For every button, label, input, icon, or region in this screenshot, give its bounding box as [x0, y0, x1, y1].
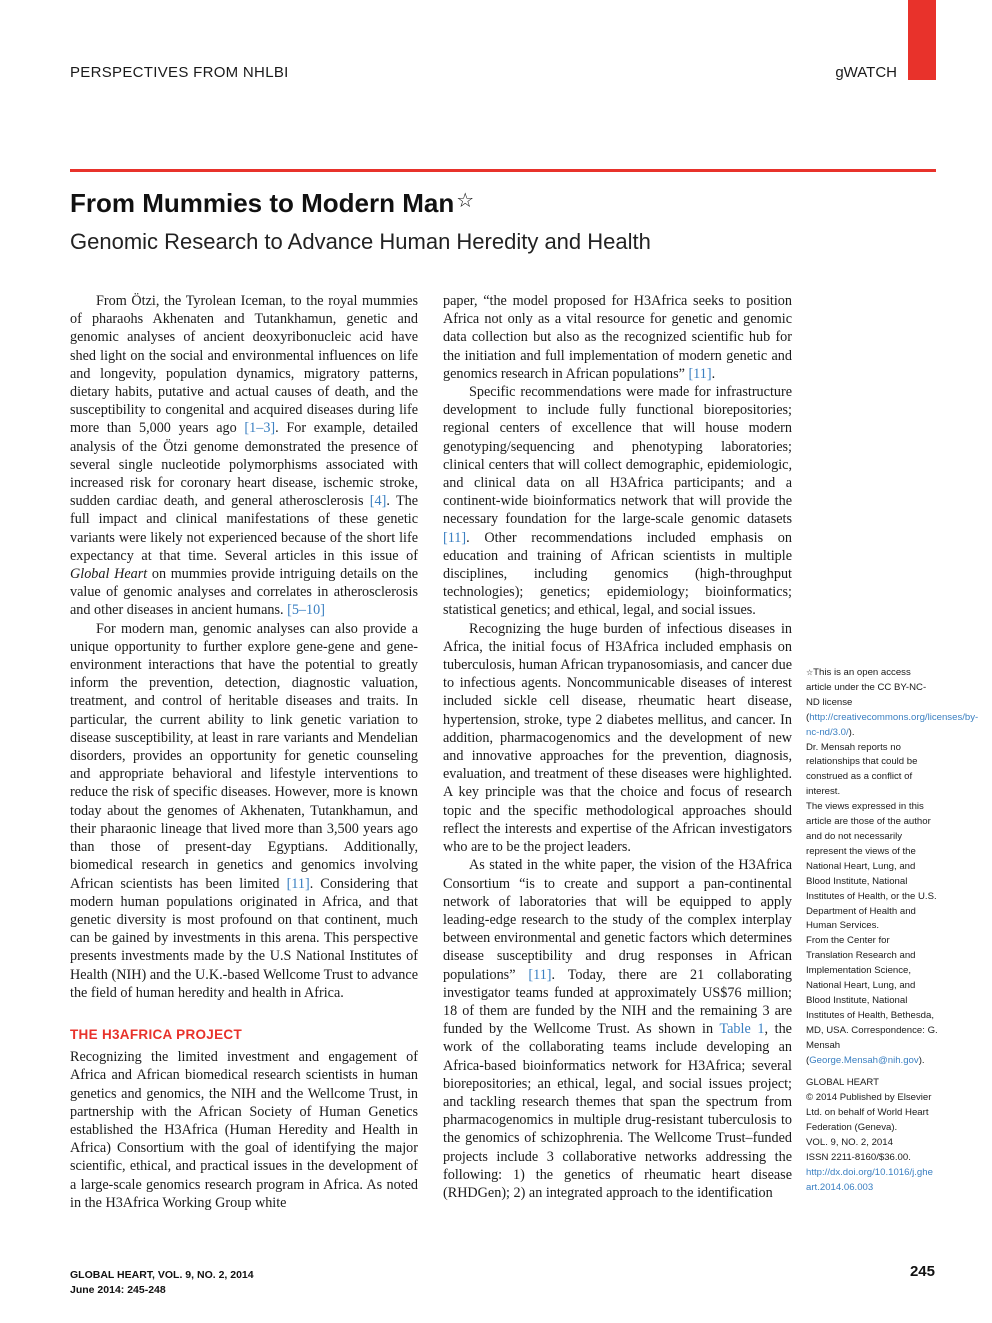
license-footnote-mark: ☆	[806, 668, 814, 677]
license-note: ☆This is an open access article under the CC BY-NC-ND license (http://creativecommons.org/licenses/by-nc-nd/3.0/).	[806, 667, 979, 738]
section-heading-h3africa: THE H3AFRICA PROJECT	[70, 1026, 243, 1042]
affiliation-note: From the Center for Translation Research and Implementation Science, National Heart, Lung, and Blood Institute, National Institutes of Health, Bethesda, MD, USA. Correspondence: G. Mensah (George.Mensah@nih.gov).	[806, 935, 938, 1066]
doi-link[interactable]: http://dx.doi.org/10.1016/j.gheart.2014.06.003	[806, 1166, 933, 1193]
paragraph-recommendations: Specific recommendations were made for infrastructure development to include fully functional biorepositories; regional centers of excellence that will house modern genotyping/sequencing and phenotyping laboratories; clinical centers that will collect demographic, epidemiologic, and clinical data on all H3Africa participants; and a continent-wide bioinformatics network that will provide the necessary foundation for the large-scale genomic datasets [11]. Other recommendations included emphasis on education and training of African scientists in multiple disciplines, including genomics (high-throughput technologies); genetics; epidemiology; bioinformatics; statistical genetics; and ethical, legal, and social issues.	[443, 384, 792, 619]
citation-link[interactable]: [11]	[528, 966, 552, 983]
body-column-1	[70, 292, 418, 1212]
article-subtitle: Genomic Research to Advance Human Heredity and Health	[70, 229, 651, 254]
header-rule	[70, 169, 936, 172]
paragraph-modern-man: For modern man, genomic analyses can also provide a unique opportunity to further explore gene-gene and gene-environment interactions that have the potential to greatly inform the prevention, detection, diagnostic valuation, treatment, and control of heritable diseases and traits. In particular, the current ability to link genetic variation to disease susceptibility, at least in rare variants and Mendelian disorders, provides an opportunity for genetic counseling and appropriate behavioral and lifestyle interventions to reduce the risk of specific diseases. However, more is known today about the genomes of Akhenaten, Tutankhamun, and their pharaonic lineage that lived more than 3,500 years ago than those of present-day Egyptians. Additionally, biomedical research in genetics and genomics involving African scientists has been limited [11]. Considering that modern human populations originated in Africa, and that genetic diversity is most profound on that continent, much can be gained by investments in this arena. This perspective presents investments made by the U.S National Institutes of Health (NIH) and the U.K.-based Wellcome Trust to advance the field of human heredity and health in Africa.	[70, 620, 418, 1001]
journal-name: GLOBAL HEART	[806, 1077, 880, 1089]
column-label: gWATCH	[835, 64, 897, 81]
copyright-note: © 2014 Published by Elsevier Ltd. on behalf of World Heart Federation (Geneva).	[806, 1092, 932, 1134]
license-link[interactable]: http://creativecommons.org/licenses/by-nc-nd/3.0/	[806, 711, 979, 738]
article-sidebar	[806, 666, 979, 1196]
page-number: 245	[909, 1263, 935, 1280]
paragraph-continued: paper, “the model proposed for H3Africa seeks to position Africa not only as a vital resource for genetic and genomic data collection but also as the recognized scientific hub for the initiation and full implementation of modern genetic and genomics research in African populations” [11].	[443, 293, 792, 382]
article-title-text: From Mummies to Modern Man	[70, 188, 455, 218]
footer-citation	[70, 1268, 254, 1298]
volume-note: VOL. 9, NO. 2, 2014	[806, 1137, 893, 1149]
title-footnote-mark[interactable]: ☆	[456, 190, 475, 212]
citation-link[interactable]: [5–10]	[287, 602, 325, 619]
article-title	[70, 188, 474, 219]
footer-date-line: June 2014: 245-248	[70, 1284, 166, 1296]
paragraph-h3africa: Recognizing the limited investment and engagement of Africa and African biomedical research scientists in human genetics and genomics, the NIH and the Wellcome Trust, in partnership with the African Society of Human Genetics established the H3Africa (Human Heredity and Health in Africa) Consortium with the goal of identifying the major scientific, ethical, and practical issues in the development of a large-scale genomics research program in Africa. As noted in the H3Africa Working Group white	[70, 1049, 418, 1211]
citation-link[interactable]: [4]	[369, 493, 387, 510]
journal-name-italic: Global Heart	[70, 566, 148, 583]
paragraph-intro: From Ötzi, the Tyrolean Iceman, to the royal mummies of pharaohs Akhenaten and Tutankhamun, genetic and genomic analyses of ancient deoxyribonucleic acid have shed light on the social and environmental influences on life and longevity, population dynamics, migratory patterns, dietary habits, putative and actual causes of death, and the susceptibility to congenital and acquired diseases during life more than 5,000 years ago [1–3]. For example, detailed analysis of the Ötzi genome demonstrated the presence of several single nucleotide polymorphisms associated with increased risk for coronary heart disease, ischemic stroke, sudden cardiac death, and general atherosclerosis [4]. The full impact and clinical manifestations of these genetic variants were likely not experienced because of the short life expectancy at that time. Several articles in this issue of Global Heart on mummies provide intriguing details on the value of genomic analyses and correlates in atherosclerosis and other diseases in ancient humans. [5–10]	[70, 293, 418, 619]
citation-link[interactable]: [11]	[443, 529, 467, 546]
paragraph-vision: As stated in the white paper, the vision of the H3Africa Consortium “is to create and support a pan-continental network of laboratories that will be equipped to apply leading-edge research to the study of the complex interplay between environmental and genetic factors which determines disease susceptibility and drug responses in African populations” [11]. Today, there are 21 collaborating investigator teams funded at approximately US$76 million; 18 of them are funded by the NIH and the remaining 3 are funded by the Wellcome Trust. As shown in Table 1, the work of the collaborating teams include developing an Africa-based bioinformatics network for H3Africa; several biorepositories; an ethical, legal, and social issues project; and tackling research themes that span the spectrum from pharmacogenomics in multiple drug-resistant tuberculosis to the genomics of schizophrenia. The Wellcome Trust–funded projects include 3 collaborative networks addressing the following: 1) the genetics of rheumatic heart disease (RHDGen); 2) an integrated approach to the identification	[443, 857, 792, 1201]
disclosure-note: Dr. Mensah reports no relationships that could be construed as a conflict of interest.	[806, 741, 918, 798]
header-accent-tab	[908, 0, 936, 80]
body-column-2	[443, 292, 792, 1202]
table-link[interactable]: Table 1	[719, 1021, 765, 1038]
paragraph-infectious-diseases: Recognizing the huge burden of infectious diseases in Africa, the initial focus of H3Africa included emphasis on tuberculosis, human African trypanosomiasis, and cancer due to infectious agents. Noncommunicable diseases of interest included sickle cell disease, rheumatic heart disease, hypertension, stroke, type 2 diabetes mellitus, and cancer. In addition, pharmacogenomics and the development of new and innovative approaches for the prevention, diagnosis, evaluation, and treatment of these diseases were highlighted. A key principle was that the choice and focus of research topic and the specific methodological approaches should reflect the interests and expertise of the African investigators who are to be the project leaders.	[443, 620, 792, 856]
section-label: PERSPECTIVES FROM NHLBI	[70, 64, 289, 81]
email-link[interactable]: George.Mensah@nih.gov	[809, 1054, 919, 1066]
footer-journal-line: GLOBAL HEART, VOL. 9, NO. 2, 2014	[70, 1269, 254, 1281]
citation-link[interactable]: [11]	[286, 875, 310, 892]
issn-note: ISSN 2211-8160/$36.00.	[806, 1152, 911, 1163]
citation-link[interactable]: [11]	[688, 365, 712, 382]
citation-link[interactable]: [1–3]	[244, 420, 276, 437]
views-note: The views expressed in this article are those of the author and do not necessarily represent the views of the National Heart, Lung, and Blood Institute, National Institutes of Health, or the U.S. Department of Health and Human Services.	[806, 801, 937, 932]
